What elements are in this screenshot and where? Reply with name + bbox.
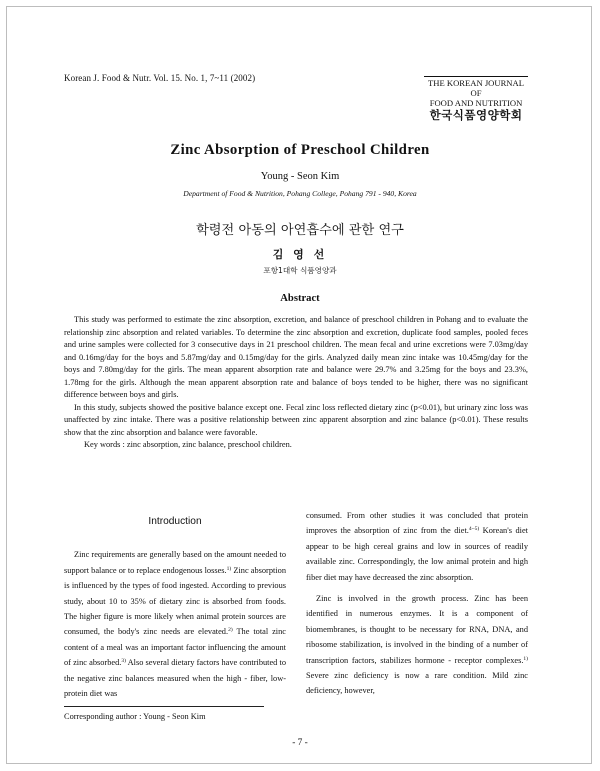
journal-name-korean: 한국식품영양학회 (429, 108, 523, 122)
intro-paragraph-2 (306, 591, 528, 699)
introduction-heading: Introduction (148, 516, 202, 527)
citation-ref: 1) (523, 655, 528, 662)
abstract-paragraph-2: In this study, subjects showed the positive balance except one. Fecal zinc loss reflected dietary zinc (p<0.01), but urinary zinc loss was unaffected by zinc intake. There was a positive relationship between zinc apparent absorption and zinc balance (p<0.01). These results show that the zinc absorption and balance were favorable. (64, 402, 528, 437)
citation-ref: 1) (226, 565, 232, 572)
footnote-rule (64, 706, 264, 707)
corresponding-author-footnote: Corresponding author : Young - Seon Kim (64, 712, 206, 721)
left-column (64, 508, 286, 701)
journal-name-line2: FOOD AND NUTRITION (429, 98, 523, 108)
right-column (306, 508, 528, 699)
masthead-rule (424, 76, 528, 77)
journal-citation: Korean J. Food & Nutr. Vol. 15. No. 1, 7~11 (2002) (64, 73, 256, 83)
korean-title: 학령전 아동의 아연흡수에 관한 연구 (196, 223, 404, 238)
intro-continued-paragraph (306, 508, 528, 585)
abstract-body (64, 314, 528, 452)
author-affiliation: Department of Food & Nutrition, Pohang College, Pohang 791 - 940, Korea (183, 189, 417, 198)
paper-title: Zinc Absorption of Preschool Children (170, 142, 430, 158)
abstract-paragraph-1: This study was performed to estimate the zinc absorption, excretion, and balance of preschool children in Pohang and to evaluate the relationship zinc absorption and related variables. To determine the zinc absorption and excretion, duplicate food samples, pooled feces and urine samples were collected for 3 consecutive days in 21 preschool children. The mean fecal and urine excretions were 7.03mg/day and 0.16mg/day for the boys and 5.87mg/day and 0.15mg/day for the girls. Analyzed daily mean zinc intake was 10.45mg/day for the boys and 7.80mg/day for the girls. The mean apparent absorption rate and balance were 29.7% and 3.25mg for the boys and 23.3%, 1.78mg for the girls. Although the mean apparent absorption rate and balance of boys tended to be higher, there was no significant difference between boys and girls. (64, 315, 528, 399)
paper-author: Young - Seon Kim (260, 171, 340, 182)
journal-name-line1: THE KOREAN JOURNAL OF (428, 78, 524, 98)
citation-ref: 4~5) (468, 526, 480, 533)
journal-masthead (424, 76, 528, 122)
citation-ref: 3) (121, 658, 126, 665)
intro-text: Korean's diet appear to be high cereal grains and low in sources of readily available zinc. Correspondingly, the low animal protein and high fiber diet may have decreased the zinc absorption. (306, 526, 528, 582)
citation-ref: 2) (228, 627, 233, 634)
intro-text: Severe zinc deficiency is now a rare condition. Mild zinc deficiency, however, (306, 671, 528, 696)
page-number: - 7 - (292, 738, 308, 748)
korean-author: 김 영 선 (272, 248, 328, 261)
keywords: Key words : zinc absorption, zinc balance, preschool children. (84, 440, 292, 449)
intro-text: consumed. From other studies it was concluded that protein improves the absorption of zinc from the diet. (306, 511, 528, 536)
intro-text: Zinc requirements are generally based on the amount needed to support balance or to replace endogenous losses. (64, 550, 286, 575)
intro-paragraph-1 (64, 547, 286, 701)
intro-text: Zinc absorption is influenced by the types of food ingested. According to previous study, about 10 to 35% of dietary zinc is absorbed from foods. The higher figure is more likely when animal protein sources are consumed, the body's zinc needs are elevated. (64, 565, 286, 637)
korean-affiliation: 포항1대학 식품영양과 (263, 266, 337, 275)
intro-text: Also several dietary factors have contributed to the negative zinc balances measured when the high - fiber, low-protein diet was (64, 658, 286, 699)
intro-text: Zinc is involved in the growth process. Zinc has been identified in numerous enzymes. It is a component of biomembranes, is thought to be necessary for RNA, DNA, and ribosome stabilization, is involved in the binding of a number of transcription factors, stabilizes hormone - receptor complexes. (306, 594, 528, 665)
intro-text: The total zinc content of a meal was an important factor influencing the amount of zinc absorbed. (64, 627, 286, 668)
abstract-heading: Abstract (280, 293, 320, 304)
